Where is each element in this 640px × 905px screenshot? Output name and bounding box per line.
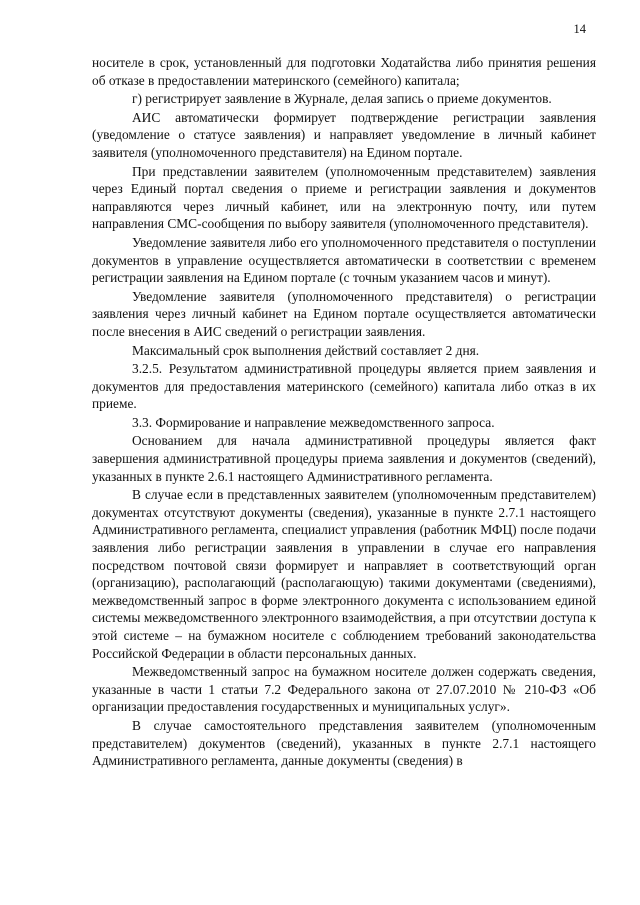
paragraph-1: носителе в срок, установленный для подготовки Ходатайства либо принятия решения об отказе в предоставлении материнского (семейного) капитала; bbox=[92, 55, 596, 88]
page-number: 14 bbox=[573, 22, 586, 36]
paragraph-12: Межведомственный запрос на бумажном носителе должен содержать сведения, указанные в части 1 статьи 7.2 Федерального закона от 27.07.2010 № 210-ФЗ «Об организации предоставления государственных и муниципальных услуг». bbox=[92, 664, 596, 715]
paragraph-7: Максимальный срок выполнения действий составляет 2 дня. bbox=[132, 342, 480, 358]
document-body bbox=[92, 54, 596, 771]
paragraph-6: Уведомление заявителя (уполномоченного представителя) о регистрации заявления через личный кабинет на Едином портале осуществляется автоматически после внесения в АИС сведений о регистрации заявления. bbox=[92, 288, 596, 339]
paragraph-11: В случае если в представленных заявителем (уполномоченным представителем) документах отсутствуют документы (сведения), указанные в пункте 2.7.1 настоящего Административного регламента, специалист управления (работник МФЦ) после подачи заявления либо регистрации заявления в управлении в случае его направления посредством почтовой связи формирует и направляет в соответствующий орган (организацию), располагающий (располагающую) такими документами (сведениями), межведомственный запрос в форме электронного документа с использованием единой системы межведомственного электронного взаимодействия, а при отсутствии доступа к этой системе – на бумажном носителе с соблюдением требований законодательства Российской Федерации в области персональных данных. bbox=[92, 487, 596, 661]
paragraph-13: В случае самостоятельного представления заявителем (уполномоченным представителем) документов (сведений), указанных в пункте 2.7.1 настоящего Административного регламента, данные документы (сведения) в bbox=[92, 717, 596, 769]
paragraph-4: При представлении заявителем (уполномоченным представителем) заявления через Единый портал сведения о приеме и регистрации заявления и документов направляются через личный кабинет, или на электронную почту, или путем направления СМС-сообщения по выбору заявителя (уполномоченного представителя). bbox=[92, 163, 596, 232]
paragraph-5: Уведомление заявителя либо его уполномоченного представителя о поступлении документов в управление осуществляется автоматически в соответствии с временем регистрации заявления на Едином портале (с точным указанием часов и минут). bbox=[92, 234, 596, 286]
paragraph-3: АИС автоматически формирует подтверждение регистрации заявления (уведомление о статусе заявления) и направляет уведомление в личный кабинет заявителя (уполномоченного представителя) на Едином портале. bbox=[92, 109, 596, 160]
section-heading-3-3: 3.3. Формирование и направление межведомственного запроса. bbox=[132, 414, 495, 430]
paragraph-10: Основанием для начала административной процедуры является факт завершения административной процедуры приема заявления и документов (сведений), указанных в пункте 2.6.1 настоящего Административного регламента. bbox=[92, 433, 596, 484]
paragraph-2: г) регистрирует заявление в Журнале, делая запись о приеме документов. bbox=[132, 91, 552, 107]
paragraph-8: 3.2.5. Результатом административной процедуры является прием заявления и документов для предоставления материнского (семейного) капитала либо отказ в их приеме. bbox=[92, 361, 596, 412]
